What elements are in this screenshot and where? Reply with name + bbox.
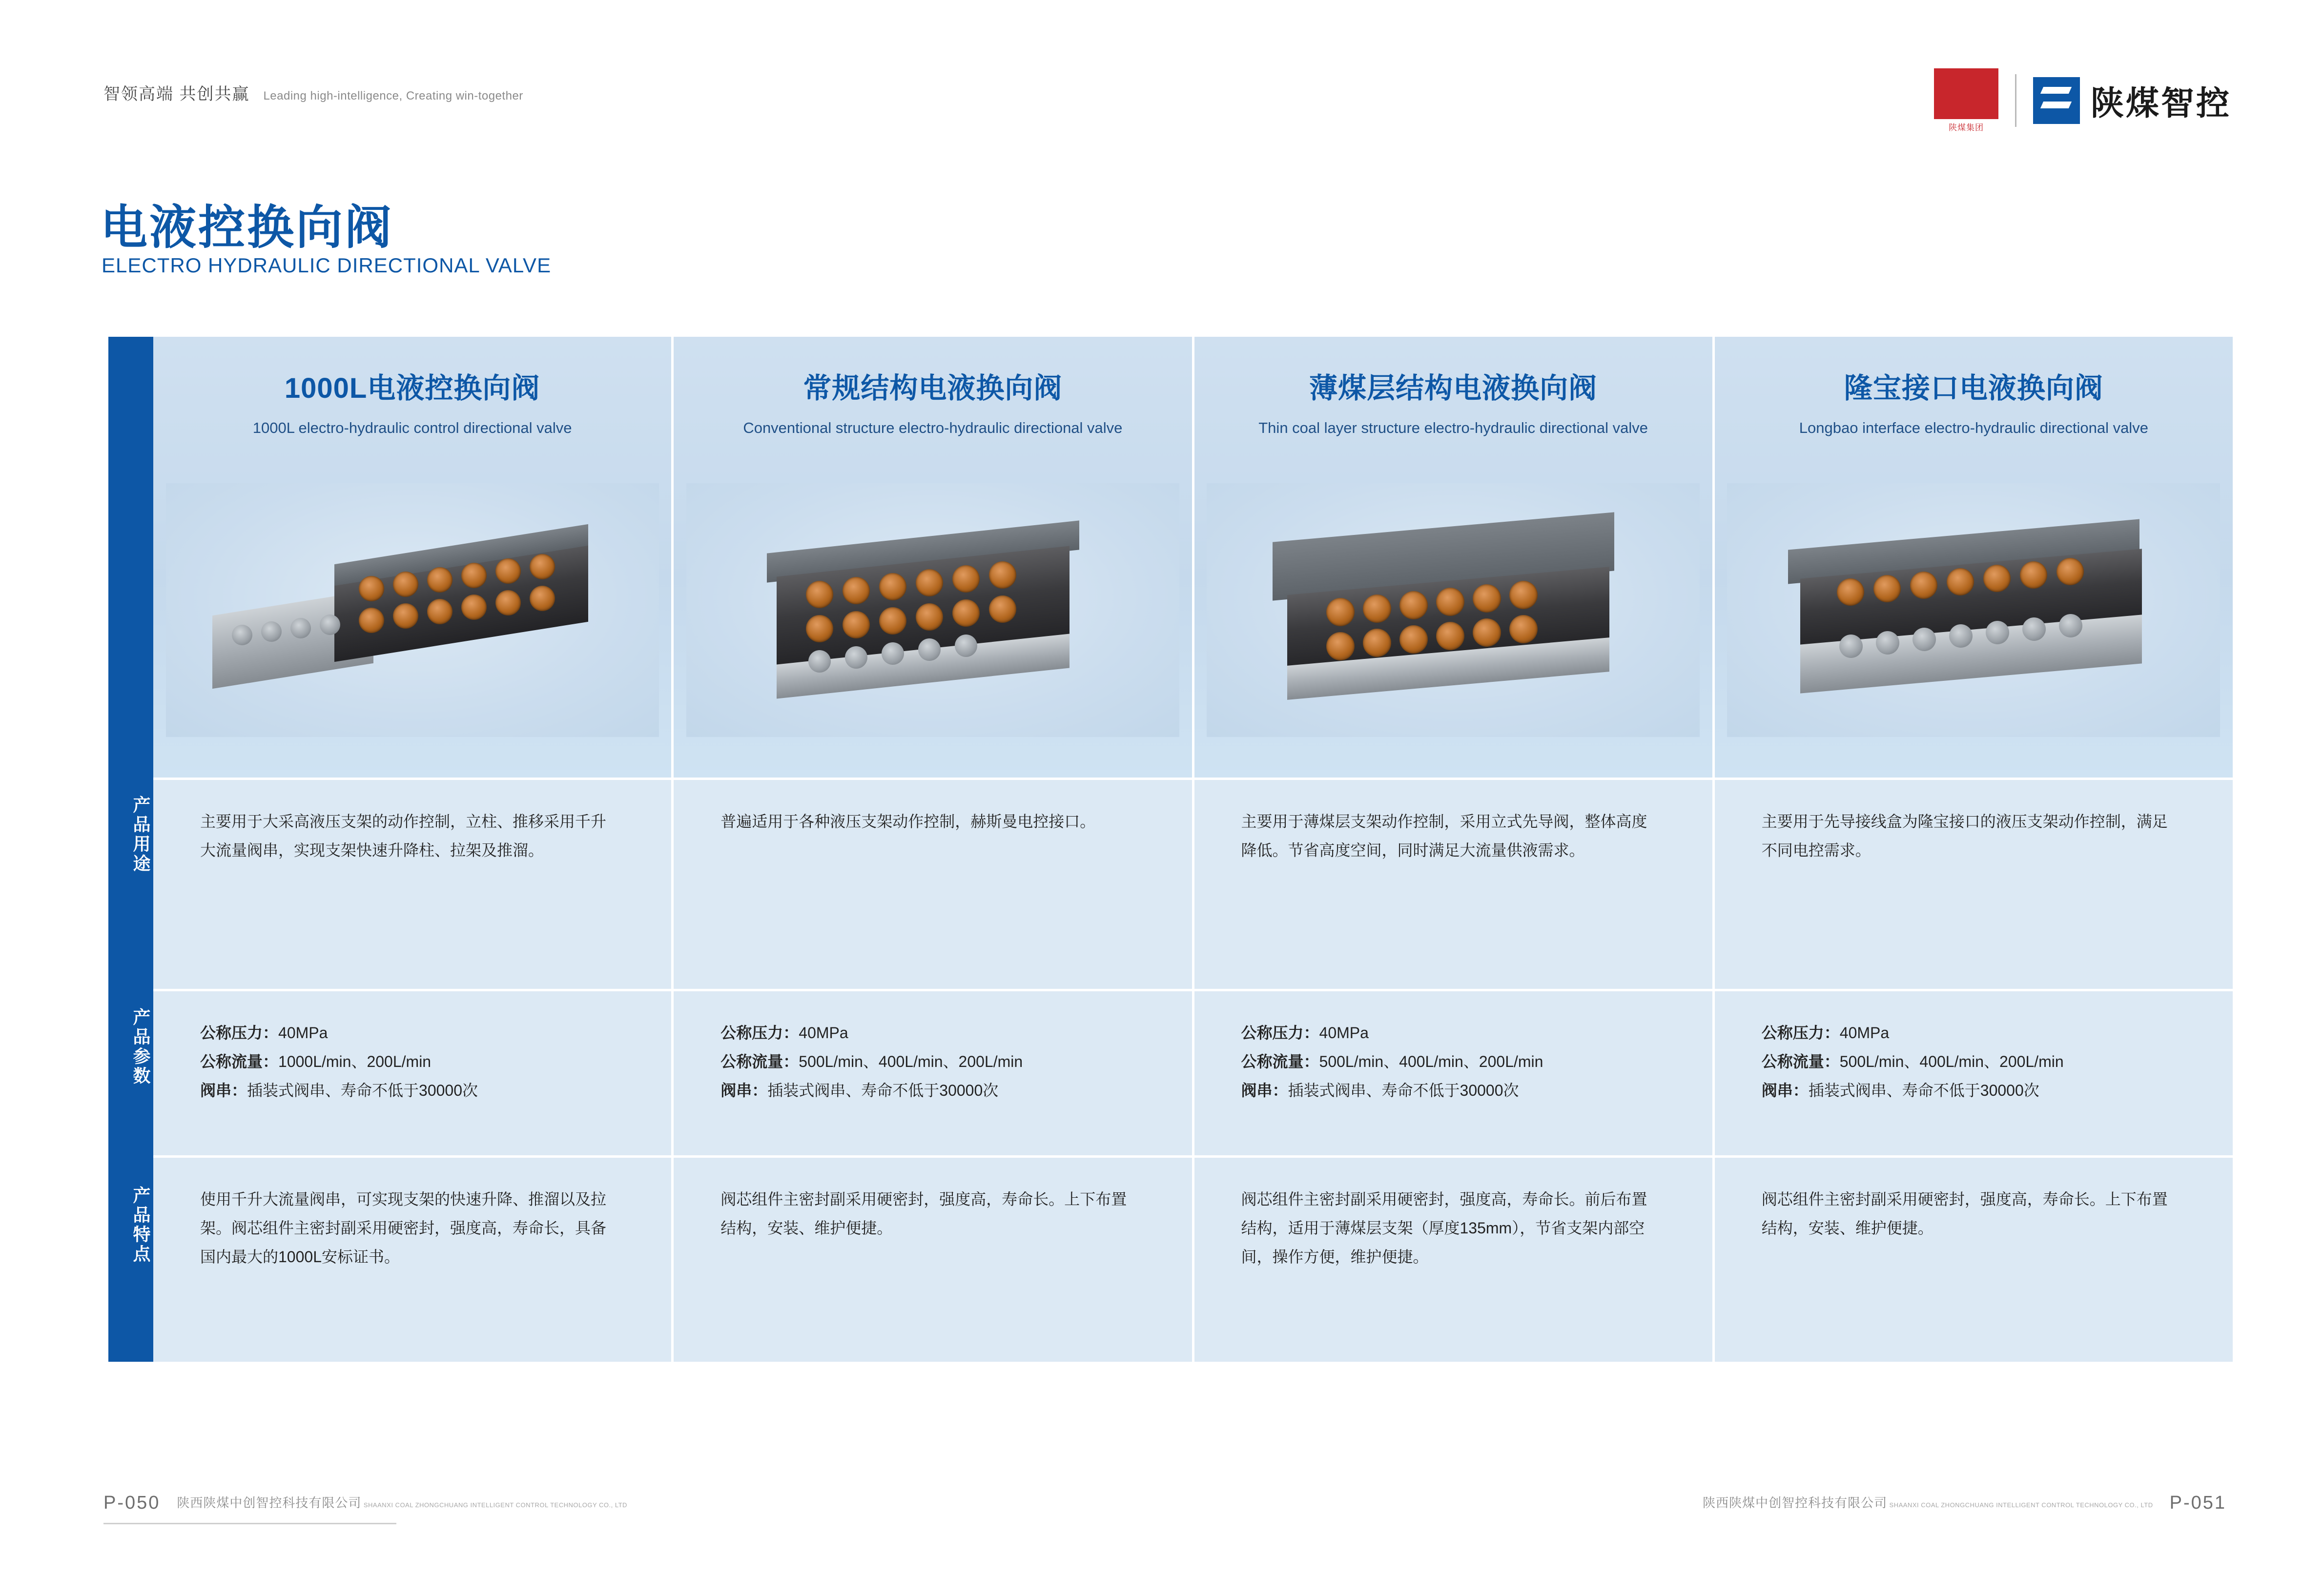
product-image-1 (686, 483, 1179, 737)
logo-block (1934, 68, 2231, 133)
product-title-cn: 1000L电液控换向阀 (284, 372, 540, 404)
footer-company-en: SHAANXI COAL ZHONGCHUANG INTELLIGENT CONTROL TECHNOLOGY CO., LTD (1889, 1501, 2153, 1509)
group-logo-text: 陕煤集团 (1948, 123, 1984, 132)
row-label-features: 产品特点 (131, 1186, 151, 1264)
usage-cell-1: 普遍适用于各种液压支架动作控制，赫斯曼电控接口。 (671, 780, 1192, 989)
page-title: 电液控换向阀 (101, 202, 393, 254)
usage-row (153, 780, 2233, 989)
brand-logo-text: 陕煤智控 (2090, 84, 2231, 122)
param-valve: 阀串：插装式阀串、寿命不低于30000次 (200, 1082, 478, 1100)
param-valve: 阀串：插装式阀串、寿命不低于30000次 (1241, 1082, 1519, 1100)
row-label-params: 产品参数 (131, 1008, 151, 1086)
product-title-cn: 常规结构电液换向阀 (803, 372, 1063, 404)
product-title-en: Conventional structure electro-hydraulic directional valve (743, 419, 1123, 436)
param-valve: 阀串：插装式阀串、寿命不低于30000次 (720, 1082, 999, 1100)
header-tagline (103, 81, 523, 104)
product-card-1 (671, 337, 1192, 778)
brand-logo (2033, 77, 2231, 124)
footer-company-right (1703, 1496, 2153, 1511)
features-row (153, 1158, 2233, 1362)
tagline-cn: 智领高端 共创共赢 (103, 85, 250, 103)
product-image-3 (1727, 483, 2220, 737)
features-cell-1: 阀芯组件主密封副采用硬密封，强度高，寿命长。上下布置结构，安装、维护便捷。 (671, 1158, 1192, 1362)
footer-left (103, 1493, 627, 1514)
footer-company-en: SHAANXI COAL ZHONGCHUANG INTELLIGENT CONTROL TECHNOLOGY CO., LTD (363, 1501, 627, 1509)
brand-logo-icon (2033, 77, 2080, 124)
product-image-0 (166, 483, 659, 737)
footer-divider (103, 1523, 396, 1524)
group-logo-icon (1934, 68, 1998, 133)
params-row (153, 991, 2233, 1155)
features-cell-0: 使用千升大流量阀串，可实现支架的快速升降、推溜以及拉架。阀芯组件主密封副采用硬密封，强度高，寿命长，具备国内最大的1000L安标证书。 (200, 1190, 607, 1266)
product-title-en: Longbao interface electro-hydraulic directional valve (1799, 419, 2148, 436)
product-card-0 (153, 337, 671, 778)
footer-right (1703, 1493, 2226, 1514)
param-flow: 公称流量：1000L/min、200L/min (200, 1053, 432, 1071)
row-label-usage: 产品用途 (131, 796, 151, 874)
product-title-cn: 薄煤层结构电液换向阀 (1309, 372, 1598, 404)
product-title-en: Thin coal layer structure electro-hydraulic directional valve (1258, 419, 1648, 436)
footer-company-cn: 陕西陕煤中创智控科技有限公司 (1703, 1495, 1888, 1510)
product-image-2 (1207, 483, 1700, 737)
features-cell-2: 阀芯组件主密封副采用硬密封，强度高，寿命长。前后布置结构，适用于薄煤层支架（厚度135mm），节省支架内部空间，操作方便，维护便捷。 (1192, 1158, 1712, 1362)
footer-company-cn: 陕西陕煤中创智控科技有限公司 (177, 1495, 362, 1510)
params-cell-2 (1192, 991, 1712, 1155)
param-pressure: 公称压力：40MPa (1241, 1024, 1369, 1042)
product-title-en: 1000L electro-hydraulic control directional valve (252, 419, 572, 436)
product-cards (153, 337, 2233, 778)
tagline-en: Leading high-intelligence, Creating win-together (263, 89, 523, 102)
param-pressure: 公称压力：40MPa (200, 1024, 328, 1042)
footer-company-left (177, 1496, 627, 1511)
features-cell-3: 阀芯组件主密封副采用硬密封，强度高，寿命长。上下布置结构，安装、维护便捷。 (1712, 1158, 2233, 1362)
param-pressure: 公称压力：40MPa (1761, 1024, 1890, 1042)
params-cell-0 (153, 991, 671, 1155)
product-card-2 (1192, 337, 1712, 778)
product-panel (108, 337, 2233, 1362)
param-flow: 公称流量：500L/min、400L/min、200L/min (1241, 1053, 1543, 1071)
product-card-3 (1712, 337, 2233, 778)
usage-cell-0: 主要用于大采高液压支架的动作控制，立柱、推移采用千升大流量阀串，实现支架快速升降柱、拉架及推溜。 (200, 813, 607, 860)
param-flow: 公称流量：500L/min、400L/min、200L/min (720, 1053, 1023, 1071)
page-subtitle: ELECTRO HYDRAULIC DIRECTIONAL VALVE (102, 254, 552, 277)
group-logo-shape (1934, 68, 1998, 119)
params-cell-1 (671, 991, 1192, 1155)
usage-cell-3: 主要用于先导接线盒为隆宝接口的液压支架动作控制，满足不同电控需求。 (1712, 780, 2233, 989)
logo-divider (2015, 74, 2016, 127)
param-valve: 阀串：插装式阀串、寿命不低于30000次 (1761, 1082, 2039, 1100)
product-title-cn: 隆宝接口电液换向阀 (1844, 372, 2103, 404)
params-cell-3 (1712, 991, 2233, 1155)
page-number-right: P-051 (2169, 1493, 2226, 1513)
param-flow: 公称流量：500L/min、400L/min、200L/min (1761, 1053, 2064, 1071)
param-pressure: 公称压力：40MPa (720, 1024, 848, 1042)
page-number-left: P-050 (103, 1493, 161, 1513)
usage-cell-2: 主要用于薄煤层支架动作控制，采用立式先导阀，整体高度降低。节省高度空间，同时满足大流量供液需求。 (1192, 780, 1712, 989)
